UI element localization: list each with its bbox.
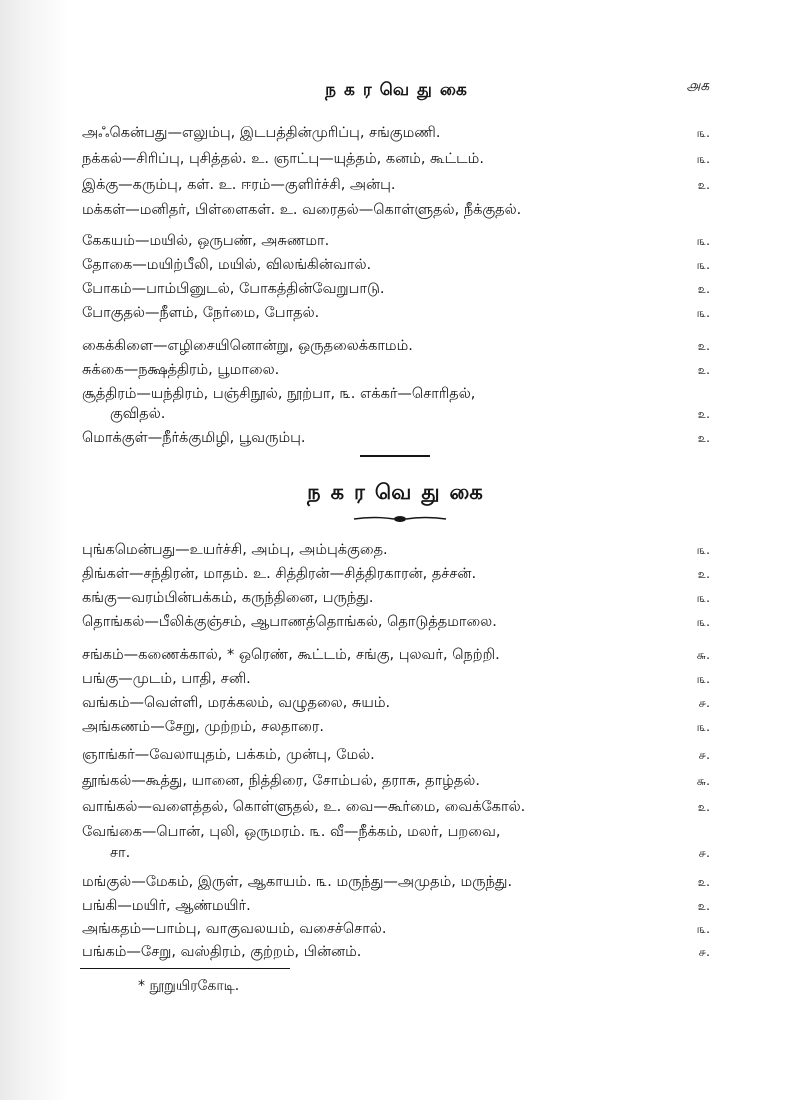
entry-count: ௨.: [697, 407, 710, 421]
entry-line: [82, 359, 710, 381]
entry-text: பங்கம்—சேறு, வஸ்திரம், குற்றம், பின்னம்.: [82, 944, 362, 960]
entry-line-continuation: [110, 842, 710, 864]
entry-line: [82, 302, 710, 324]
entry-count: ௬.: [696, 774, 710, 788]
entry-text: வேங்கை—பொன், புலி, ஒருமரம். ௩. வீ—நீக்கம், மலர், பறவை,: [82, 824, 501, 840]
entry-line: [82, 587, 710, 609]
entry-text: மங்குல்—மேகம், இருள், ஆகாயம். ௩. மருந்து—அமுதம், மருந்து.: [82, 874, 513, 890]
entry-count: ௪.: [698, 696, 710, 710]
entry-text: குவிதல்.: [110, 406, 166, 422]
entry-line-continuation: [110, 403, 710, 425]
entry-text: மொக்குள்—நீர்க்குமிழி, பூவரும்பு.: [82, 430, 306, 446]
section-heading: நகரவெதுகை: [307, 480, 493, 504]
entry-line: [82, 427, 710, 449]
section-divider: [360, 455, 430, 457]
entry-text: சங்கம்—கணைக்கால், * ஒரெண், கூட்டம், சங்கு, புலவர், நெற்றி.: [82, 647, 500, 663]
entry-line: [82, 148, 710, 170]
entry-line: [82, 539, 710, 561]
entry-count: ௨.: [697, 431, 710, 445]
entry-count: ௪.: [698, 846, 710, 860]
entry-text: கைக்கிளை—எழிசையினொன்று, ஒருதலைக்காமம்.: [82, 338, 413, 354]
entry-count: ௬.: [696, 648, 710, 662]
entry-count: ௨.: [697, 567, 710, 581]
footnote: * நூறுயிரகோடி.: [138, 978, 240, 994]
entry-line: [82, 644, 710, 666]
entry-text: சூத்திரம்—யந்திரம், பஞ்சிநூல், நூற்பா, ௩. எக்கர்—சொரிதல்,: [82, 386, 476, 402]
entry-text: சுக்கை—நக்ஷத்திரம், பூமாலை.: [82, 362, 280, 378]
entry-line: [82, 796, 710, 818]
entry-count: ௨.: [697, 178, 710, 192]
entry-count: ௨.: [697, 363, 710, 377]
entry-line: [82, 254, 710, 276]
entry-line: [82, 821, 710, 843]
entry-count: ௨.: [697, 800, 710, 814]
entry-line: [82, 174, 710, 196]
entry-text: கங்கு—வரம்பின்பக்கம், கருந்தினை, பருந்து.: [82, 590, 374, 606]
entry-line: [82, 278, 710, 300]
entry-text: தொங்கல்—பீலிக்குஞ்சம், ஆபாணத்தொங்கல், தொடுத்தமாலை.: [82, 614, 497, 630]
entry-text: போகுதல்—நீளம், நேர்மை, போதல்.: [82, 305, 320, 321]
entry-text: புங்கமென்பது—உயர்ச்சி, அம்பு, அம்புக்குதை.: [82, 542, 388, 558]
entry-text: அங்கதம்—பாம்பு, வாகுவலயம், வசைச்சொல்.: [82, 921, 387, 937]
entry-count: ௩.: [697, 258, 710, 272]
entry-count: ௩.: [697, 543, 710, 557]
entry-line: [82, 611, 710, 633]
entry-line: [82, 199, 710, 221]
ornament-flourish-icon: [350, 513, 450, 525]
entry-text: வாங்கல்—வளைத்தல், கொள்ளுதல், உ. வை—கூர்மை, வைக்கோல்.: [82, 799, 526, 815]
page-edge-shadow: [0, 0, 70, 1100]
entry-line: [82, 871, 710, 893]
entry-line: [82, 668, 710, 690]
entry-count: ௪.: [698, 945, 710, 959]
running-head: நகரவெதுகை: [325, 80, 475, 100]
entry-text: தூங்கல்—கூத்து, யானை, நித்திரை, சோம்பல், தராசு, தாழ்தல்.: [82, 773, 480, 789]
entry-count: ௩.: [697, 615, 710, 629]
entry-line: [82, 230, 710, 252]
entry-text: இக்கு—கரும்பு, கள். உ. ஈரம்—குளிர்ச்சி, அன்பு.: [82, 177, 396, 193]
entry-count: ௨.: [697, 282, 710, 296]
entry-text: தோகை—மயிற்பீலி, மயில், விலங்கின்வால்.: [82, 257, 372, 273]
entry-text: மக்கள்—மனிதர், பிள்ளைகள். உ. வரைதல்—கொள்ளுதல், நீக்குதல்.: [82, 202, 522, 218]
entry-text: போகம்—பாம்பினுடல், போகத்தின்வேறுபாடு.: [82, 281, 385, 297]
entry-count: ௨.: [697, 899, 710, 913]
entry-count: ௨.: [697, 339, 710, 353]
entry-count: ௩.: [697, 591, 710, 605]
entry-text: வங்கம்—வெள்ளி, மரக்கலம், வழுதலை, சுயம்.: [82, 695, 391, 711]
entry-count: ௩.: [697, 152, 710, 166]
entry-count: ௩.: [697, 306, 710, 320]
entry-count: ௨.: [697, 875, 710, 889]
entry-line: [82, 770, 710, 792]
entry-text: கேகயம்—மயில், ஒருபண், அசுணமா.: [82, 233, 330, 249]
entry-line: [82, 335, 710, 357]
entry-line: [82, 122, 710, 144]
entry-text: நக்கல்—சிரிப்பு, புசித்தல். உ. ஞாட்பு—யுத்தம், கனம், கூட்டம்.: [82, 151, 484, 167]
entry-count: ௩.: [697, 922, 710, 936]
entry-line: [82, 941, 710, 963]
entry-text: பங்கு—முடம், பாதி, சனி.: [82, 671, 251, 687]
entry-count: ௪.: [698, 748, 710, 762]
entry-count: ௩.: [697, 720, 710, 734]
entry-line: [82, 918, 710, 940]
entry-text: பங்கி—மயிர், ஆண்மயிர்.: [82, 898, 251, 914]
entry-text: சா.: [110, 845, 131, 861]
entry-line: [82, 716, 710, 738]
entry-text: திங்கள்—சந்திரன், மாதம். உ. சித்திரன்—சித்திரகாரன், தச்சன்.: [82, 566, 477, 582]
entry-count: ௩.: [697, 234, 710, 248]
footnote-rule: [80, 968, 290, 969]
entry-line: [82, 692, 710, 714]
entry-text: அஃகென்பது—எலும்பு, இடபத்தின்முரிப்பு, சங்குமணி.: [82, 125, 441, 141]
entry-line: [82, 895, 710, 917]
entry-count: ௩.: [697, 672, 710, 686]
entry-count: ௩.: [697, 126, 710, 140]
entry-text: அங்கணம்—சேறு, முற்றம், சலதாரை.: [82, 719, 325, 735]
page-number: ௮௧: [686, 78, 710, 94]
entry-line: [82, 744, 710, 766]
entry-line: [82, 383, 710, 405]
entry-text: ஞாங்கர்—வேலாயுதம், பக்கம், முன்பு, மேல்.: [82, 747, 375, 763]
entry-line: [82, 563, 710, 585]
